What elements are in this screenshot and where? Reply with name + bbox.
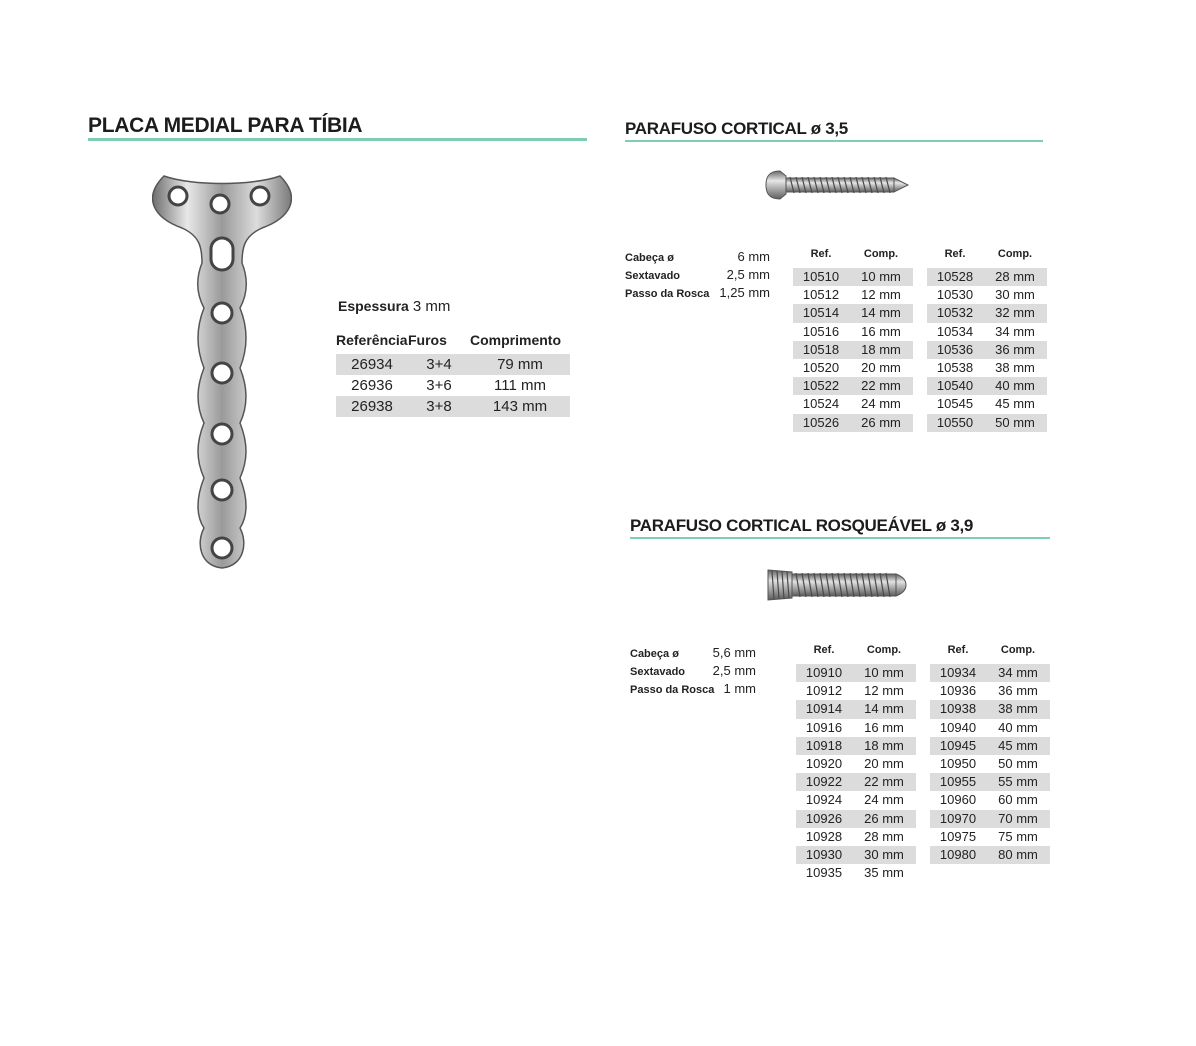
- ref-cell: 10516: [802, 323, 840, 339]
- table-row: [796, 719, 916, 737]
- table-row: [927, 395, 1047, 413]
- table-row: [796, 846, 916, 864]
- comp-cell: 22 mm: [849, 377, 913, 395]
- table-row: [796, 828, 916, 846]
- ref-cell: 10538: [936, 360, 974, 376]
- ref-cell: 10950: [939, 756, 977, 772]
- ref-cell: 10918: [796, 737, 852, 755]
- header-comp: Comp.: [997, 248, 1033, 260]
- table-row: [927, 323, 1047, 341]
- ref-cell: 10935: [805, 865, 843, 881]
- header-furos: Furos: [408, 332, 447, 348]
- spec-value: 5,6 mm: [712, 645, 756, 660]
- comp-cell: 12 mm: [864, 683, 904, 699]
- spec-value: 2,5 mm: [726, 267, 770, 282]
- comp-cell: 70 mm: [986, 810, 1050, 828]
- plate-table: [336, 332, 570, 417]
- table-row: [927, 286, 1047, 304]
- ref-cell: 10536: [927, 341, 983, 359]
- plate-ref: 26934: [336, 354, 408, 375]
- ref-cell: 10924: [805, 792, 843, 808]
- ref-cell: 10526: [793, 414, 849, 432]
- comp-cell: 24 mm: [864, 792, 904, 808]
- comp-cell: 22 mm: [852, 773, 916, 791]
- comp-cell: 60 mm: [998, 792, 1038, 808]
- comp-cell: 26 mm: [849, 414, 913, 432]
- comp-cell: 20 mm: [864, 756, 904, 772]
- spec-row: [625, 284, 775, 302]
- spec-value: 6 mm: [737, 249, 770, 264]
- ref-cell: 10926: [796, 810, 852, 828]
- ref-cell: 10922: [796, 773, 852, 791]
- table-row: [930, 810, 1050, 828]
- spec-label: Cabeça ø: [625, 252, 674, 264]
- table-row: [930, 791, 1050, 809]
- screw39-specs: [630, 644, 760, 698]
- spec-value: 2,5 mm: [712, 663, 756, 678]
- table-row: [336, 396, 570, 417]
- plate-thickness: [338, 298, 450, 315]
- ref-cell: 10534: [936, 323, 974, 339]
- comp-cell: 10 mm: [849, 268, 913, 286]
- table-row: [796, 700, 916, 718]
- comp-cell: 75 mm: [998, 828, 1038, 844]
- header-ref: Ref.: [944, 248, 966, 260]
- screw35-title: PARAFUSO CORTICAL ø 3,5: [625, 119, 848, 138]
- comp-cell: 36 mm: [998, 683, 1038, 699]
- header-comp: Comp.: [863, 248, 899, 260]
- ref-cell: 10912: [805, 683, 843, 699]
- ref-cell: 10936: [939, 683, 977, 699]
- ref-cell: 10545: [936, 396, 974, 412]
- header-ref: Ref.: [813, 644, 835, 656]
- table-row: [930, 755, 1050, 773]
- table-row: [930, 828, 1050, 846]
- spec-value: 1,25 mm: [719, 285, 770, 300]
- table-row: [336, 375, 570, 396]
- ref-cell: 10920: [805, 756, 843, 772]
- comp-cell: 10 mm: [852, 664, 916, 682]
- spec-row: [630, 644, 760, 662]
- ref-cell: 10914: [796, 700, 852, 718]
- table-row: [796, 791, 916, 809]
- comp-cell: 38 mm: [986, 700, 1050, 718]
- table-row: [793, 341, 913, 359]
- table-row: [930, 737, 1050, 755]
- screw35-specs: [625, 248, 775, 302]
- comp-cell: 50 mm: [983, 414, 1047, 432]
- table-row: [930, 700, 1050, 718]
- comp-cell: 40 mm: [983, 377, 1047, 395]
- table-row: [796, 755, 916, 773]
- comp-cell: 34 mm: [986, 664, 1050, 682]
- screw35-table-2: [927, 248, 1047, 432]
- comp-cell: 55 mm: [986, 773, 1050, 791]
- comp-cell: 30 mm: [995, 287, 1035, 303]
- ref-cell: 10528: [927, 268, 983, 286]
- comp-cell: 14 mm: [852, 700, 916, 718]
- comp-cell: 34 mm: [995, 323, 1035, 339]
- table-row: [930, 773, 1050, 791]
- comp-cell: 50 mm: [998, 756, 1038, 772]
- plate-length: 143 mm: [470, 396, 570, 417]
- comp-cell: 12 mm: [861, 287, 901, 303]
- header-comp: Comp.: [866, 644, 902, 656]
- thickness-label: Espessura: [338, 298, 409, 314]
- table-row: [336, 354, 570, 375]
- table-row: [927, 268, 1047, 286]
- ref-cell: 10940: [939, 719, 977, 735]
- comp-cell: 45 mm: [995, 396, 1035, 412]
- spec-label: Passo da Rosca: [625, 288, 710, 300]
- table-row: [793, 395, 913, 413]
- ref-cell: 10934: [930, 664, 986, 682]
- table-row: [927, 414, 1047, 432]
- ref-cell: 10530: [936, 287, 974, 303]
- plate-length: 79 mm: [470, 354, 570, 375]
- table-row: [793, 268, 913, 286]
- screw39-title: PARAFUSO CORTICAL ROSQUEÁVEL ø 3,9: [630, 516, 974, 535]
- ref-cell: 10980: [930, 846, 986, 864]
- table-row: [930, 682, 1050, 700]
- table-row: [796, 682, 916, 700]
- plate-ref: 26936: [351, 377, 393, 394]
- spec-value: 1 mm: [723, 681, 756, 696]
- plate-holes: 3+6: [426, 377, 452, 394]
- plate-holes: 3+4: [408, 354, 470, 375]
- spec-row: [630, 680, 760, 698]
- comp-cell: 18 mm: [849, 341, 913, 359]
- header-ref: Ref.: [947, 644, 969, 656]
- screw39-title-rule: [630, 537, 1050, 539]
- comp-cell: 36 mm: [983, 341, 1047, 359]
- table-row: [793, 359, 913, 377]
- comp-cell: 16 mm: [861, 323, 901, 339]
- table-row: [927, 341, 1047, 359]
- tibia-plate-image: [152, 168, 292, 573]
- comp-cell: 24 mm: [861, 396, 901, 412]
- comp-cell: 28 mm: [983, 268, 1047, 286]
- ref-cell: 10532: [927, 304, 983, 322]
- comp-cell: 80 mm: [986, 846, 1050, 864]
- plate-title-rule: [88, 138, 587, 141]
- ref-cell: 10955: [930, 773, 986, 791]
- spec-label: Passo da Rosca: [630, 684, 715, 696]
- screw35-title-rule: [625, 140, 1043, 142]
- table-row: [930, 719, 1050, 737]
- comp-cell: 14 mm: [849, 304, 913, 322]
- comp-cell: 26 mm: [852, 810, 916, 828]
- spec-label: Sextavado: [630, 666, 686, 678]
- table-row: [927, 304, 1047, 322]
- comp-cell: 35 mm: [864, 865, 904, 881]
- table-row: [927, 377, 1047, 395]
- comp-cell: 45 mm: [986, 737, 1050, 755]
- spec-label: Sextavado: [625, 270, 681, 282]
- ref-cell: 10510: [793, 268, 849, 286]
- spec-row: [625, 266, 775, 284]
- ref-cell: 10550: [927, 414, 983, 432]
- table-row: [796, 737, 916, 755]
- ref-cell: 10930: [796, 846, 852, 864]
- ref-cell: 10910: [796, 664, 852, 682]
- cortical-screw-35-image: [764, 168, 910, 202]
- spec-label: Cabeça ø: [630, 648, 679, 660]
- comp-cell: 16 mm: [864, 719, 904, 735]
- header-referencia: Referência: [336, 332, 408, 348]
- comp-cell: 30 mm: [852, 846, 916, 864]
- spec-row: [625, 248, 775, 266]
- ref-cell: 10524: [802, 396, 840, 412]
- table-row: [793, 304, 913, 322]
- table-row: [793, 286, 913, 304]
- ref-cell: 10520: [802, 360, 840, 376]
- ref-cell: 10522: [793, 377, 849, 395]
- plate-ref: 26938: [336, 396, 408, 417]
- screw35-table-1: [793, 248, 913, 432]
- table-row: [796, 664, 916, 682]
- ref-cell: 10975: [939, 828, 977, 844]
- comp-cell: 20 mm: [861, 360, 901, 376]
- comp-cell: 32 mm: [983, 304, 1047, 322]
- screw39-table-1: [796, 644, 916, 882]
- thickness-value: 3 mm: [412, 298, 451, 315]
- ref-cell: 10514: [793, 304, 849, 322]
- ref-cell: 10960: [939, 792, 977, 808]
- table-row: [930, 846, 1050, 864]
- header-comp: Comp.: [1000, 644, 1036, 656]
- table-row: [796, 810, 916, 828]
- comp-cell: 40 mm: [998, 719, 1038, 735]
- ref-cell: 10512: [802, 287, 840, 303]
- comp-cell: 28 mm: [864, 828, 904, 844]
- cortical-screw-39-image: [762, 565, 908, 605]
- table-row: [793, 377, 913, 395]
- comp-cell: 38 mm: [995, 360, 1035, 376]
- ref-cell: 10938: [930, 700, 986, 718]
- ref-cell: 10970: [930, 810, 986, 828]
- plate-title: PLACA MEDIAL PARA TÍBIA: [88, 114, 363, 137]
- spec-row: [630, 662, 760, 680]
- plate-holes: 3+8: [408, 396, 470, 417]
- header-ref: Ref.: [810, 248, 832, 260]
- table-row: [793, 414, 913, 432]
- ref-cell: 10518: [793, 341, 849, 359]
- table-row: [796, 773, 916, 791]
- ref-cell: 10928: [805, 828, 843, 844]
- table-row: [793, 323, 913, 341]
- ref-cell: 10540: [927, 377, 983, 395]
- ref-cell: 10916: [805, 719, 843, 735]
- table-row: [796, 864, 916, 882]
- screw39-table-2: [930, 644, 1050, 864]
- table-row: [927, 359, 1047, 377]
- header-comprimento: Comprimento: [470, 332, 561, 348]
- comp-cell: 18 mm: [852, 737, 916, 755]
- plate-length: 111 mm: [494, 377, 546, 394]
- ref-cell: 10945: [930, 737, 986, 755]
- table-row: [930, 664, 1050, 682]
